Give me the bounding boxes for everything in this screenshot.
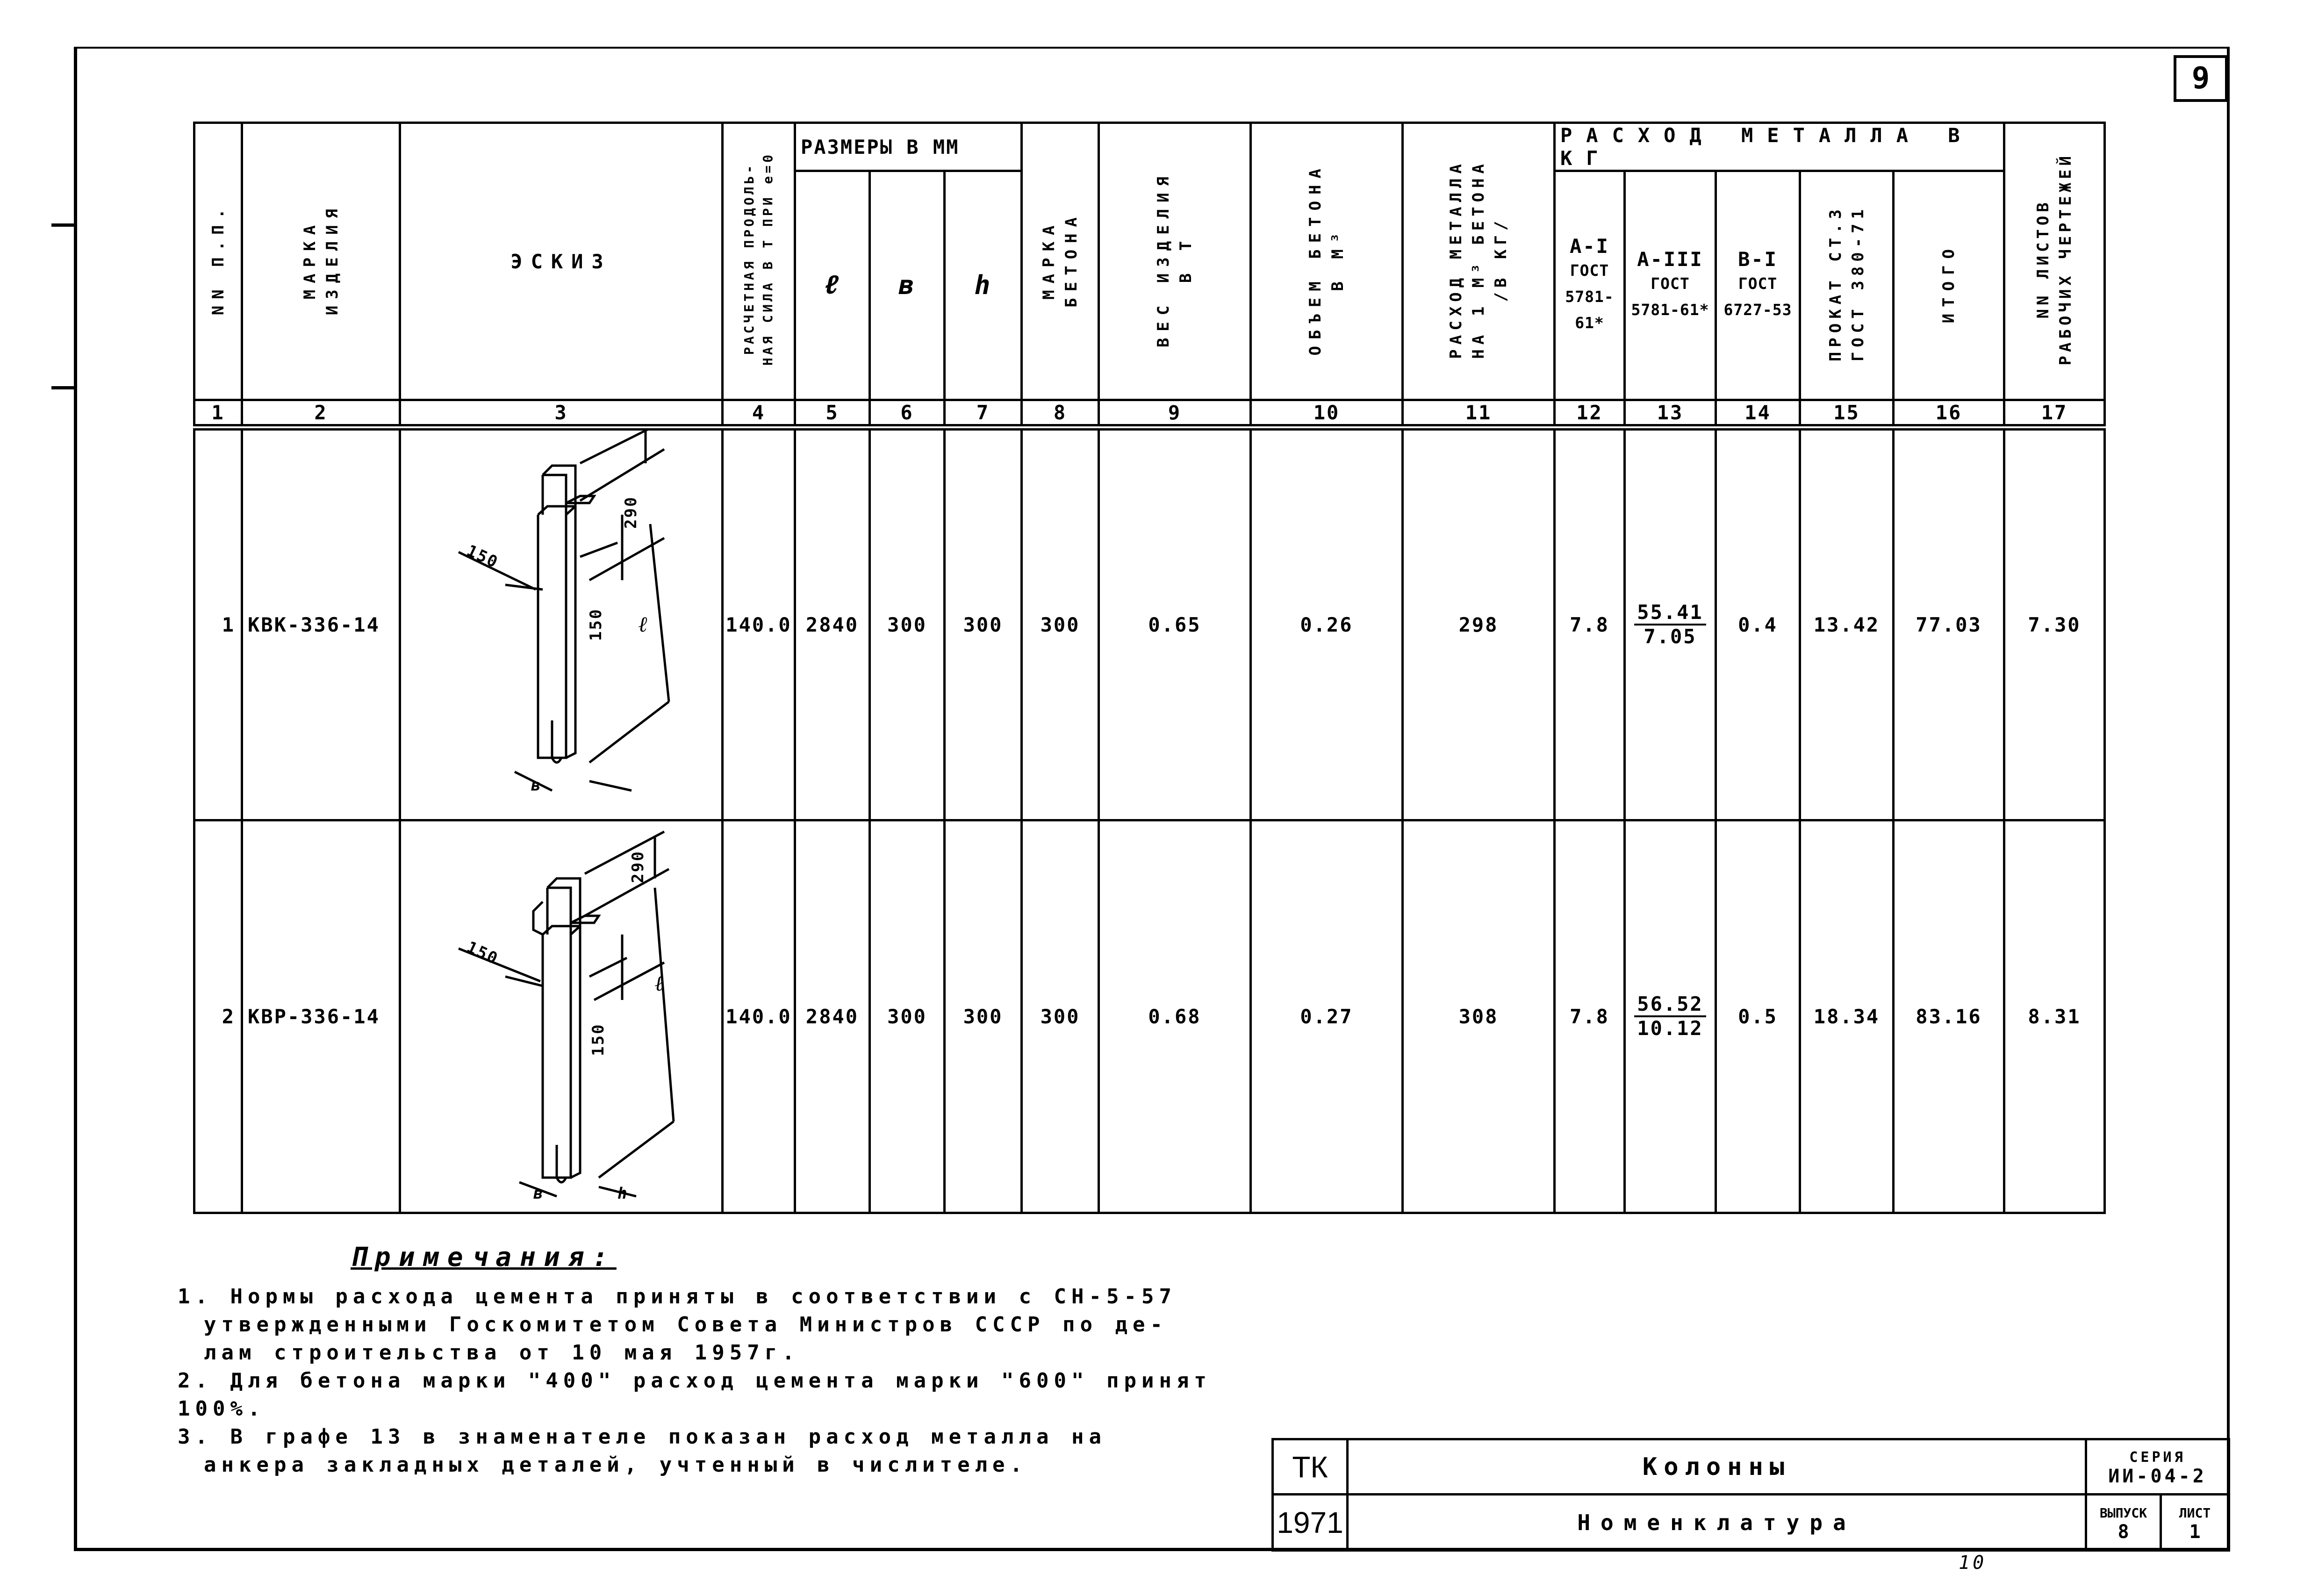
col-num: 14 bbox=[1716, 400, 1800, 428]
margin-tick bbox=[51, 223, 76, 227]
row-a1: 7.8 bbox=[1555, 820, 1625, 1213]
hdr-sheets: NN ЛИСТОВ РАБОЧИХ ЧЕРТЕЖЕЙ bbox=[2004, 123, 2105, 400]
table-row bbox=[194, 427, 2105, 820]
hdr-dim-b: в bbox=[870, 171, 945, 400]
col-num: 4 bbox=[723, 400, 795, 428]
row-force: 140.0 bbox=[723, 820, 795, 1213]
col-num: 9 bbox=[1099, 400, 1251, 428]
dim-side-label: 150 bbox=[463, 937, 502, 969]
column-numbers-row bbox=[194, 400, 2105, 428]
hdr-mark: МАРКА ИЗДЕЛИЯ bbox=[242, 123, 400, 400]
note-line: лам строительства от 10 мая 1957г. bbox=[204, 1341, 800, 1365]
row-b1: 0.5 bbox=[1716, 820, 1800, 1213]
row-num: 2 bbox=[194, 820, 242, 1213]
hdr-rolled: ПРОКАТ СТ.3 ГОСТ 380-71 bbox=[1800, 171, 1894, 400]
row-h: 300 bbox=[945, 820, 1022, 1213]
row-per-m3: 298 bbox=[1403, 427, 1555, 820]
hdr-metal-group: РАСХОД МЕТАЛЛА В КГ bbox=[1555, 123, 2004, 171]
hdr-weight: ВЕС ИЗДЕЛИЯ В Т bbox=[1099, 123, 1251, 400]
row-rolled: 18.34 bbox=[1800, 820, 1894, 1213]
dim-mid-label: 150 bbox=[589, 1023, 608, 1056]
row-rolled: 13.42 bbox=[1800, 427, 1894, 820]
dim-side-label: 150 bbox=[463, 541, 502, 573]
hdr-per-m3: РАСХОД МЕТАЛЛА НА 1 М³ БЕТОНА /В КГ/ bbox=[1403, 123, 1555, 400]
nomenclature-table bbox=[193, 122, 2106, 1214]
column-sketch bbox=[400, 820, 723, 1213]
notes-block bbox=[178, 1244, 1299, 1479]
row-grade: 300 bbox=[1022, 820, 1099, 1213]
row-h: 300 bbox=[945, 427, 1022, 820]
col-num: 8 bbox=[1022, 400, 1099, 428]
stamp-year: 1971 bbox=[1273, 1495, 1348, 1551]
row-num: 1 bbox=[194, 427, 242, 820]
row-per-m3: 308 bbox=[1403, 820, 1555, 1213]
row-grade: 300 bbox=[1022, 427, 1099, 820]
row-weight: 0.68 bbox=[1099, 820, 1251, 1213]
note-line: анкера закладных деталей, учтенный в числителе. bbox=[204, 1453, 1028, 1477]
row-sheets: 8.31 bbox=[2004, 820, 2105, 1213]
note-line: утвержденными Госкомитетом Совета Министров СССР по де- bbox=[204, 1313, 1168, 1337]
column-sketch-drawing bbox=[402, 431, 720, 814]
row-a1: 7.8 bbox=[1555, 427, 1625, 820]
hdr-a3: А-III ГОСТ 5781-61* bbox=[1625, 171, 1716, 400]
row-a3: $\frac{56.52}{10.12}$ bbox=[1625, 820, 1716, 1213]
hdr-total: ИТОГО bbox=[1894, 171, 2004, 400]
row-mark: КВК-336-14 bbox=[242, 427, 400, 820]
row-b: 300 bbox=[870, 820, 945, 1213]
col-num: 11 bbox=[1403, 400, 1555, 428]
col-num: 2 bbox=[242, 400, 400, 428]
sheet-number: 9 bbox=[2174, 55, 2228, 102]
dim-top-label: 290 bbox=[621, 496, 640, 529]
col-num: 10 bbox=[1251, 400, 1403, 428]
col-num: 15 bbox=[1800, 400, 1894, 428]
hdr-grade: МАРКА БЕТОНА bbox=[1022, 123, 1099, 400]
stamp-issue: ВЫПУСК 8 bbox=[2086, 1495, 2161, 1551]
margin-tick bbox=[51, 386, 76, 389]
col-num: 16 bbox=[1894, 400, 2004, 428]
hdr-volume: ОБЪЕМ БЕТОНА В М³ bbox=[1251, 123, 1403, 400]
col-num: 3 bbox=[400, 400, 723, 428]
hdr-force: РАСЧЕТНАЯ ПРОДОЛЬ- НАЯ СИЛА В Т ПРИ е=0 bbox=[723, 123, 795, 400]
row-volume: 0.26 bbox=[1251, 427, 1403, 820]
column-sketch-drawing bbox=[402, 822, 720, 1206]
hdr-dims-group: РАЗМЕРЫ В ММ bbox=[795, 123, 1022, 171]
title-block bbox=[1271, 1438, 2230, 1552]
row-force: 140.0 bbox=[723, 427, 795, 820]
row-b: 300 bbox=[870, 427, 945, 820]
row-l: 2840 bbox=[795, 427, 870, 820]
dim-mid-label: 150 bbox=[586, 608, 605, 641]
handwritten-note: 10 bbox=[1959, 1552, 1987, 1574]
hdr-sketch: ЭСКИЗ bbox=[400, 123, 723, 400]
row-total: 83.16 bbox=[1894, 820, 2004, 1213]
row-volume: 0.27 bbox=[1251, 820, 1403, 1213]
stamp-series: СЕРИЯ ИИ-04-2 bbox=[2086, 1439, 2229, 1495]
dim-len-label: ℓ bbox=[654, 971, 666, 996]
hdr-a1: А-I ГОСТ 5781-61* bbox=[1555, 171, 1625, 400]
table-row bbox=[194, 820, 2105, 1213]
row-mark: КВР-336-14 bbox=[242, 820, 400, 1213]
dim-top-label: 290 bbox=[628, 850, 647, 883]
note-line: 1. Нормы расхода цемента приняты в соответствии с СН-5-57 bbox=[178, 1285, 1177, 1308]
dim-len-label: ℓ bbox=[638, 611, 649, 637]
row-total: 77.03 bbox=[1894, 427, 2004, 820]
dim-h-label: h bbox=[617, 1184, 628, 1203]
notes-title: Примечания: bbox=[351, 1242, 617, 1272]
col-num: 1 bbox=[194, 400, 242, 428]
stamp-title1: Колонны bbox=[1348, 1439, 2086, 1495]
stamp-org: ТК bbox=[1273, 1439, 1348, 1495]
stamp-title2: Номенклатура bbox=[1348, 1495, 2086, 1551]
col-num: 5 bbox=[795, 400, 870, 428]
dim-b-label: в bbox=[533, 1184, 544, 1203]
col-num: 7 bbox=[945, 400, 1022, 428]
col-num: 13 bbox=[1625, 400, 1716, 428]
hdr-num: NN П.П. bbox=[194, 123, 242, 400]
dim-b-label: в bbox=[531, 776, 542, 795]
row-sheets: 7.30 bbox=[2004, 427, 2105, 820]
note-line: 2. Для бетона марки "400" расход цемента марки "600" принят 100%. bbox=[178, 1369, 1212, 1421]
note-line: 3. В графе 13 в знаменателе показан расход металла на bbox=[178, 1425, 1106, 1449]
row-a3: $\frac{55.41}{7.05}$ bbox=[1625, 427, 1716, 820]
col-num: 12 bbox=[1555, 400, 1625, 428]
hdr-b1: В-I ГОСТ 6727-53 bbox=[1716, 171, 1800, 400]
row-b1: 0.4 bbox=[1716, 427, 1800, 820]
col-num: 17 bbox=[2004, 400, 2105, 428]
stamp-sheet: ЛИСТ 1 bbox=[2161, 1495, 2229, 1551]
row-weight: 0.65 bbox=[1099, 427, 1251, 820]
hdr-dim-h: h bbox=[945, 171, 1022, 400]
row-l: 2840 bbox=[795, 820, 870, 1213]
col-num: 6 bbox=[870, 400, 945, 428]
hdr-dim-l: ℓ bbox=[795, 171, 870, 400]
column-sketch bbox=[400, 427, 723, 820]
